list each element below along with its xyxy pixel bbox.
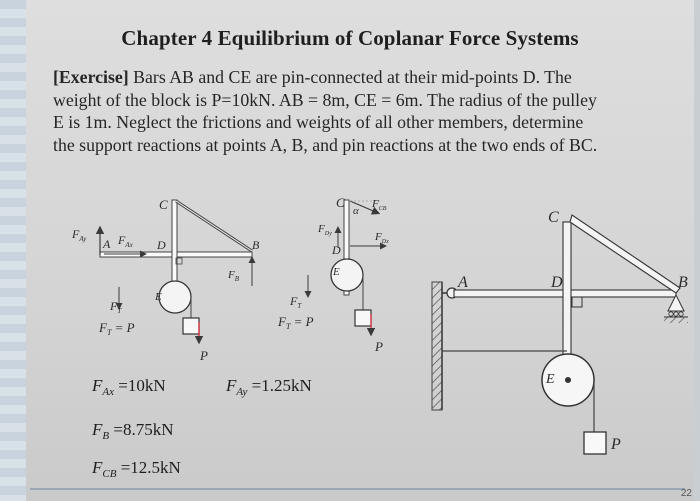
structure-bar-cb xyxy=(570,215,680,293)
label-structure-p: P xyxy=(611,436,621,453)
exercise-tag: [Exercise] xyxy=(53,67,129,87)
bottom-divider xyxy=(30,488,685,490)
label-d: D xyxy=(157,238,166,252)
result-fax: $F_{Ax} =10kN$ xyxy=(92,376,166,398)
label-fb: $F_B$ xyxy=(228,269,240,283)
label-c-2: C xyxy=(336,195,345,210)
structure-block-p xyxy=(584,432,606,454)
label-structure-a: A xyxy=(458,274,468,291)
pulley-e xyxy=(159,281,191,313)
label-structure-c: C xyxy=(548,209,559,226)
result-fcb: $F_{CB} =12.5kN$ xyxy=(92,458,181,480)
label-b: B xyxy=(252,238,260,252)
block-p xyxy=(183,318,199,334)
label-alpha: α xyxy=(353,205,359,217)
label-ft: $F_T$ xyxy=(110,299,122,315)
label-fax: $F_{Ax}$ xyxy=(118,233,133,249)
label-ft-equals-p-2: $F_T = P$ xyxy=(278,314,314,331)
label-a: A xyxy=(103,237,111,251)
label-ft-equals-p: $F_T = P$ xyxy=(99,320,135,337)
label-d-2: D xyxy=(332,243,341,257)
result-fb: $F_B =8.75kN$ xyxy=(92,420,174,442)
page-title: Chapter 4 Equilibrium of Coplanar Force Systems xyxy=(121,26,579,50)
block-p-2 xyxy=(355,310,371,326)
structure-diagram xyxy=(432,209,688,454)
wall xyxy=(432,282,442,410)
page-number: 22 xyxy=(680,488,692,499)
label-e: E xyxy=(155,291,162,303)
label-structure-e: E xyxy=(546,372,555,387)
label-fcb: $F_{CB}$ xyxy=(372,198,387,212)
label-p: P xyxy=(200,348,208,363)
exercise-line-4: the support reactions at points A, B, and pin reactions at the two ends of BC. xyxy=(53,134,598,155)
label-e-2: E xyxy=(333,266,340,278)
result-fay: $F_{Ay} =1.25kN$ xyxy=(226,376,312,398)
fbd-bar-ce xyxy=(277,195,389,354)
label-fay: $F_{Ay}$ xyxy=(72,227,87,243)
label-p-2: P xyxy=(375,339,383,354)
label-structure-b: B xyxy=(678,274,688,291)
label-fdx: $F_{Dx}$ xyxy=(375,231,389,245)
exercise-line-1: [Exercise] Bars AB and CE are pin-connected at their mid-points D. The xyxy=(53,67,572,87)
label-ft-2: $F_T$ xyxy=(290,294,302,310)
label-structure-d: D xyxy=(551,274,563,291)
exercise-line-3: E is 1m. Neglect the frictions and weights of all other members, determine xyxy=(53,112,584,132)
label-fdy: $F_{Dy}$ xyxy=(318,223,332,237)
fbd-frame xyxy=(71,197,260,363)
exercise-line-2: weight of the block is P=10kN. AB = 8m, CE = 6m. The radius of the pulley xyxy=(53,89,597,110)
label-c: C xyxy=(159,197,168,212)
